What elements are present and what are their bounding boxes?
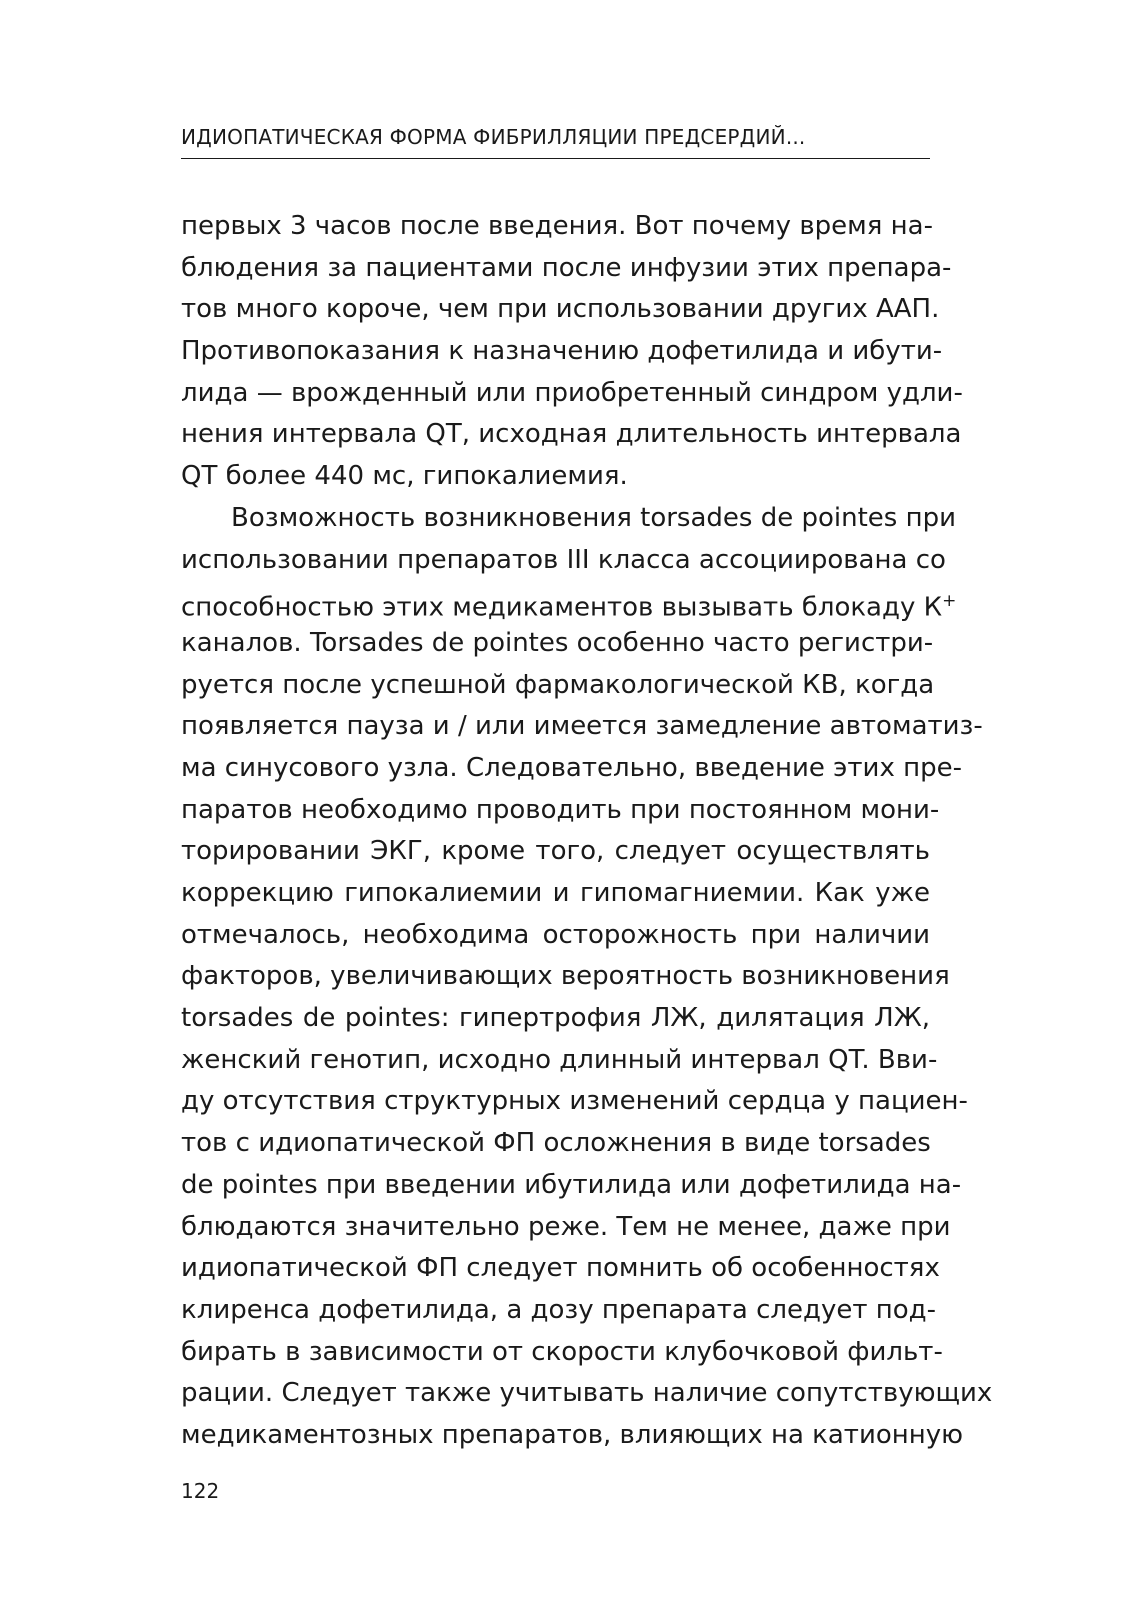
text-line: отмечалось, необходима осторожность при наличии [181, 919, 930, 950]
text-line: появляется пауза и / или имеется замедление автоматиз- [181, 711, 983, 742]
text-line: каналов. Torsades de pointes особенно часто регистри- [181, 627, 934, 658]
text-line: руется после успешной фармакологической КВ, когда [181, 669, 935, 700]
text-line: торировании ЭКГ, кроме того, следует осуществлять [181, 836, 930, 867]
text-line: факторов, увеличивающих вероятность возникновения [181, 961, 950, 992]
text-line: клиренса дофетилида, а дозу препарата следует под- [181, 1294, 937, 1325]
text-line: тов много короче, чем при использовании других ААП. [181, 294, 940, 325]
running-head: ИДИОПАТИЧЕСКАЯ ФОРМА ФИБРИЛЛЯЦИИ ПРЕДСЕРДИЙ... [181, 125, 806, 149]
text-line: использовании препаратов III класса ассоциирована со [181, 544, 946, 575]
text-line: Противопоказания к назначению дофетилида и ибути- [181, 336, 943, 367]
text-line: тов с идиопатической ФП осложнения в виде torsades [181, 1128, 931, 1159]
body-text [181, 206, 993, 1457]
text-line: медикаментозных препаратов, влияющих на катионную [181, 1419, 964, 1450]
text-line: нения интервала QT, исходная длительность интервала [181, 419, 962, 450]
text-line-with-superscript [181, 581, 957, 623]
text-line: QT более 440 мс, гипокалиемия. [181, 461, 628, 492]
text-line: Возможность возникновения torsades de pointes при [231, 502, 956, 533]
text-line: бирать в зависимости от скорости клубочковой фильт- [181, 1336, 943, 1367]
paragraph-2 [181, 498, 993, 1457]
text-line: блюдения за пациентами после инфузии этих препара- [181, 252, 952, 283]
page-number: 122 [181, 1479, 220, 1503]
text-line: лида — врожденный или приобретенный синдром удли- [181, 377, 963, 408]
text-line: de pointes при введении ибутилида или дофетилида на- [181, 1169, 962, 1200]
superscript-plus: + [942, 591, 957, 612]
text-fragment: способностью этих медикаментов вызывать блокаду К [181, 592, 943, 623]
text-line: torsades de pointes: гипертрофия ЛЖ, дилятация ЛЖ, [181, 1003, 930, 1034]
text-line: блюдаются значительно реже. Тем не менее, даже при [181, 1211, 951, 1242]
header-rule [181, 158, 930, 159]
paragraph-1 [181, 206, 963, 498]
text-line: идиопатической ФП следует помнить об особенностях [181, 1253, 940, 1284]
text-line: первых 3 часов после введения. Вот почему время на- [181, 211, 933, 241]
text-line: женский генотип, исходно длинный интервал QT. Вви- [181, 1044, 938, 1075]
text-line: ду отсутствия структурных изменений сердца у пациен- [181, 1086, 968, 1117]
text-line: коррекцию гипокалиемии и гипомагниемии. Как уже [181, 878, 930, 908]
text-line: паратов необходимо проводить при постоянном мони- [181, 794, 940, 825]
text-line: рации. Следует также учитывать наличие сопутствующих [181, 1378, 993, 1409]
text-line: ма синусового узла. Следовательно, введение этих пре- [181, 752, 962, 783]
